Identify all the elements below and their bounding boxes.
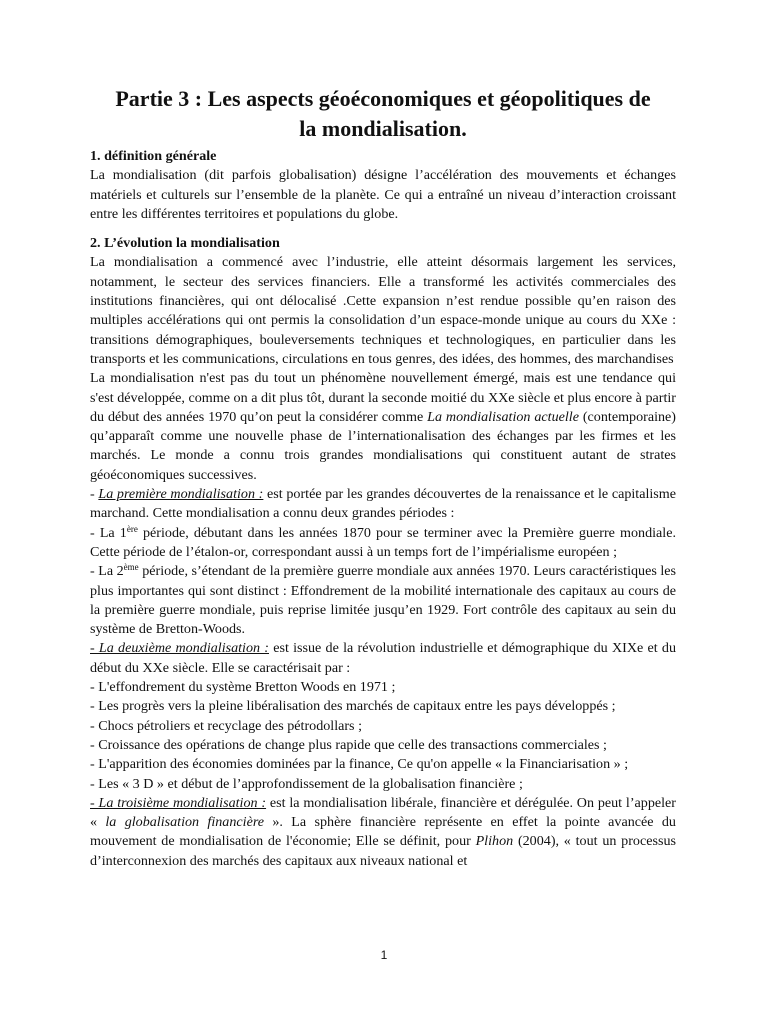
title-line-1: Partie 3 : Les aspects géoéconomiques et géopolitiques de bbox=[115, 86, 651, 111]
third-mondialisation-label: - La troisième mondialisation : bbox=[90, 794, 267, 811]
second-mondialisation-label: - La deuxième mondialisation : bbox=[90, 640, 269, 657]
second-mondialisation-paragraph bbox=[90, 639, 676, 678]
first-dash: - bbox=[90, 486, 99, 503]
section-1-heading: 1. définition générale bbox=[90, 148, 217, 164]
first-mondialisation-text: est portée par les grandes découvertes de la renaissance et le capitalisme marchand. Cette mondialisation a connu deux grandes périodes : bbox=[90, 486, 677, 522]
period-1-text-b: période, débutant dans les années 1870 pour se terminer avec la Première guerre mondiale. Cette période de l’étalon-or, correspondant aussi à un temps fort de l’impérialisme européen ; bbox=[90, 524, 677, 560]
third-mondialisation-paragraph bbox=[90, 794, 676, 871]
list-item: - Les « 3 D » et début de l’approfondissement de la globalisation financière ; bbox=[90, 775, 523, 792]
list-item: - Chocs pétroliers et recyclage des pétrodollars ; bbox=[90, 717, 362, 734]
p2-emphasis: La mondialisation actuelle bbox=[427, 408, 579, 425]
period-1-paragraph bbox=[90, 524, 676, 563]
p2-text-a: La mondialisation n'est pas du tout un phénomène nouvellement émergé, mais est une tendance qui s'est développée, comme on a dit plus tôt, durant la seconde moitié du XXe siècle et plus encore à partir du début des années 1970 qu’on peut la considérer comme bbox=[90, 370, 676, 425]
title-line-2: la mondialisation. bbox=[299, 116, 467, 141]
list-item: - L'apparition des économies dominées par la finance, Ce qu'on appelle « la Financiarisation » ; bbox=[90, 756, 629, 773]
list-item: - Les progrès vers la pleine libéralisation des marchés de capitaux entre les pays développés ; bbox=[90, 698, 616, 715]
first-mondialisation-paragraph bbox=[90, 485, 676, 524]
third-text-c: (2004), « tout un processus d’interconnexion des marchés des capitaux aux niveaux national et bbox=[90, 833, 676, 869]
third-author: Plihon bbox=[475, 833, 514, 850]
first-mondialisation-label: La première mondialisation : bbox=[98, 486, 264, 503]
period-1-text-a: - La 1 bbox=[90, 524, 127, 541]
third-emphasis: la globalisation financière bbox=[105, 814, 265, 831]
section-2-heading: 2. L’évolution la mondialisation bbox=[90, 235, 280, 252]
section-1-paragraph: La mondialisation (dit parfois globalisation) désigne l’accélération des mouvements et échanges matériels et culturels sur l’ensemble de la planète. Ce qui a entraîné un niveau d’interaction croissant entre les différentes territoires et populations du globe. bbox=[90, 167, 676, 222]
list-item: - L'effondrement du système Bretton Woods en 1971 ; bbox=[90, 679, 396, 696]
section-2-paragraph-1: La mondialisation a commencé avec l’industrie, elle atteint désormais largement les services, notamment, le secteur des services financiers. Elle a transformé les activités commerciales des institutions financières, qui ont délocalisé .Cette expansion n’est rendue possible qu’en raison des multiples accélérations qui ont permis la consolidation d’un espace-monde unique au cours du XXe : transitions démographiques, bouleversements techniques et technologiques, en particulier dans les transports et les communications, circulations en tous genres, des idées, des hommes, des marchandises bbox=[90, 254, 676, 367]
section-2-paragraph-2 bbox=[90, 369, 676, 485]
period-2-superscript: ème bbox=[123, 562, 139, 573]
p2-text-b: (contemporaine) qu’apparaît comme une nouvelle phase de l’internationalisation des échanges par les firmes et les marchés. Le monde a connu trois grandes mondialisations qui constituent autant de strates géoéconomiques successives. bbox=[90, 408, 676, 483]
second-mondialisation-text: est issue de la révolution industrielle et démographique du XIXe et du début du XXe siècle. Elle se caractérisait par : bbox=[90, 640, 676, 676]
period-2-text-b: période, s’étendant de la première guerre mondiale aux années 1970. Leurs caractéristiques les plus importantes qui sont distinct : Effondrement de la mobilité internationale des capitaux au cours de la première guerre mondiale, puis reprise limitée jusqu’en 1929. Fort contrôle des capitaux au sein du système de Bretton-Woods. bbox=[90, 563, 677, 638]
page-title bbox=[90, 84, 676, 144]
period-2-paragraph bbox=[90, 562, 676, 639]
page-number: 1 bbox=[380, 948, 388, 962]
third-text-b: ». La sphère financière représente en effet la pointe avancée du mouvement de mondialisation de l'économie; Elle se définit, pour bbox=[90, 814, 676, 850]
period-1-superscript: ère bbox=[126, 523, 138, 534]
list-item: - Croissance des opérations de change plus rapide que celle des transactions commerciales ; bbox=[90, 736, 607, 753]
period-2-text-a: - La 2 bbox=[90, 563, 124, 580]
third-text-a: est la mondialisation libérale, financière et dérégulée. On peut l’appeler « bbox=[90, 794, 676, 831]
